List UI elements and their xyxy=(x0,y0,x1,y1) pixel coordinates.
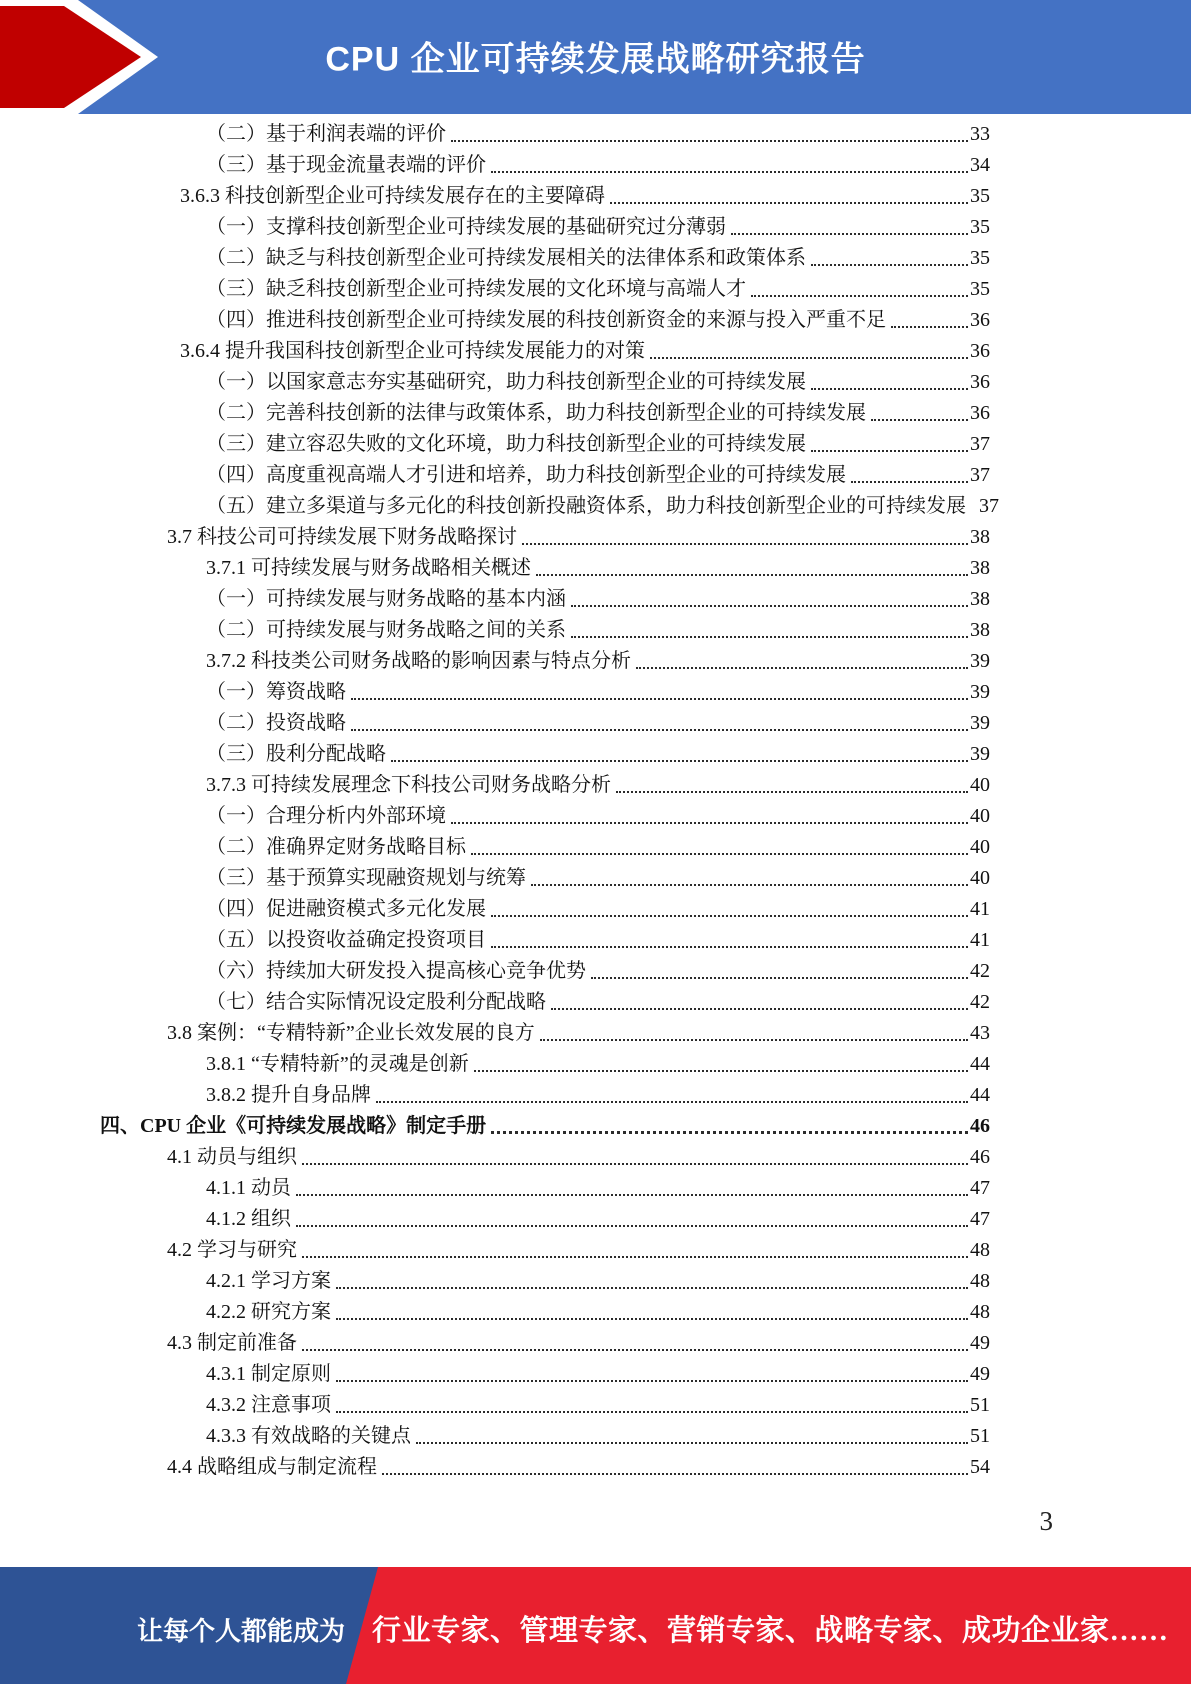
toc-entry-title: （一）可持续发展与财务战略的基本内涵 xyxy=(206,588,566,610)
toc-entry[interactable] xyxy=(100,209,990,240)
dot-leader xyxy=(336,1411,968,1413)
toc-entry[interactable] xyxy=(100,550,990,581)
toc-entry[interactable] xyxy=(100,147,990,178)
toc-entry[interactable] xyxy=(100,271,990,302)
dot-leader xyxy=(296,1225,968,1227)
toc-entry[interactable] xyxy=(100,457,990,488)
toc-entry-page: 49 xyxy=(970,1332,990,1354)
toc-entry-page: 47 xyxy=(970,1177,990,1199)
toc-entry[interactable] xyxy=(100,1325,990,1356)
toc-entry[interactable] xyxy=(100,116,990,147)
toc-entry[interactable] xyxy=(100,240,990,271)
toc-entry[interactable] xyxy=(100,426,990,457)
toc-entry-title: 3.8.1 “专精特新”的灵魂是创新 xyxy=(206,1053,469,1075)
toc-entry[interactable] xyxy=(100,302,990,333)
footer-slogan-right: 行业专家、管理专家、营销专家、战略专家、成功企业家…… xyxy=(372,1615,1169,1647)
toc-entry-page: 51 xyxy=(970,1394,990,1416)
page-header xyxy=(0,0,1191,114)
toc-entry[interactable] xyxy=(100,364,990,395)
toc-entry-title: 3.7.3 可持续发展理念下科技公司财务战略分析 xyxy=(206,774,611,796)
toc-entry[interactable] xyxy=(100,488,999,519)
toc-entry-page: 37 xyxy=(970,464,990,486)
dot-leader xyxy=(591,977,968,979)
toc-entry[interactable] xyxy=(100,333,990,364)
dot-leader xyxy=(491,1131,968,1134)
toc-entry[interactable] xyxy=(100,705,990,736)
toc-entry-page: 44 xyxy=(970,1053,990,1075)
toc-entry-title: 4.1.2 组织 xyxy=(206,1208,291,1230)
dot-leader xyxy=(811,388,968,390)
toc-entry-page: 44 xyxy=(970,1084,990,1106)
dot-leader xyxy=(451,822,968,824)
toc-entry-page: 41 xyxy=(970,929,990,951)
toc-entry-page: 46 xyxy=(970,1146,990,1168)
toc-entry[interactable] xyxy=(100,643,990,674)
dot-leader xyxy=(491,915,968,917)
toc-entry-page: 38 xyxy=(970,588,990,610)
dot-leader xyxy=(296,1194,968,1196)
toc-entry-title: （二）准确界定财务战略目标 xyxy=(206,836,466,858)
toc-entry[interactable] xyxy=(100,891,990,922)
toc-entry[interactable] xyxy=(100,798,990,829)
dot-leader xyxy=(531,884,968,886)
footer-slogan-left: 让每个人都能成为 xyxy=(137,1617,346,1646)
toc-entry-page: 43 xyxy=(970,1022,990,1044)
toc-entry-title: 4.1 动员与组织 xyxy=(167,1146,297,1168)
dot-leader xyxy=(351,729,968,731)
dot-leader xyxy=(391,760,968,762)
toc-entry-title: （五）以投资收益确定投资项目 xyxy=(206,929,486,951)
toc-entry-title: （三）缺乏科技创新型企业可持续发展的文化环境与高端人才 xyxy=(206,278,746,300)
toc-entry[interactable] xyxy=(100,1108,990,1139)
dot-leader xyxy=(751,295,968,297)
toc-entry-page: 39 xyxy=(970,650,990,672)
toc-entry-page: 40 xyxy=(970,836,990,858)
toc-entry[interactable] xyxy=(100,1294,990,1325)
toc-entry-page: 37 xyxy=(979,495,999,517)
toc-entry-page: 47 xyxy=(970,1208,990,1230)
toc-entry[interactable] xyxy=(100,1418,990,1449)
toc-entry-title: 4.3.2 注意事项 xyxy=(206,1394,331,1416)
dot-leader xyxy=(536,574,968,576)
toc-entry[interactable] xyxy=(100,1356,990,1387)
dot-leader xyxy=(302,1256,968,1258)
dot-leader xyxy=(336,1318,968,1320)
toc-entry-page: 40 xyxy=(970,774,990,796)
toc-entry-title: 3.6.3 科技创新型企业可持续发展存在的主要障碍 xyxy=(180,185,605,207)
dot-leader xyxy=(551,1008,968,1010)
toc-entry-title: 4.3 制定前准备 xyxy=(167,1332,297,1354)
toc-entry-page: 40 xyxy=(970,805,990,827)
toc-entry-page: 39 xyxy=(970,743,990,765)
toc-entry-page: 35 xyxy=(970,216,990,238)
toc-entry[interactable] xyxy=(100,178,990,209)
report-title: CPU 企业可持续发展战略研究报告 xyxy=(325,40,866,79)
toc-entry[interactable] xyxy=(100,674,990,705)
toc-entry-page: 38 xyxy=(970,557,990,579)
toc-entry[interactable] xyxy=(100,1201,990,1232)
table-of-contents xyxy=(100,116,999,1480)
dot-leader xyxy=(351,698,968,700)
toc-entry[interactable] xyxy=(100,1449,990,1480)
toc-entry[interactable] xyxy=(100,395,990,426)
toc-entry-title: （三）股利分配战略 xyxy=(206,743,386,765)
toc-entry-page: 42 xyxy=(970,991,990,1013)
toc-entry-title: （一）以国家意志夯实基础研究，助力科技创新型企业的可持续发展 xyxy=(206,371,806,393)
dot-leader xyxy=(851,481,968,483)
toc-entry-title: （五）建立多渠道与多元化的科技创新投融资体系，助力科技创新型企业的可持续发展 xyxy=(206,495,966,517)
toc-entry[interactable] xyxy=(100,1015,990,1046)
toc-entry[interactable] xyxy=(100,1077,990,1108)
dot-leader xyxy=(522,543,968,545)
dot-leader xyxy=(474,1070,968,1072)
toc-entry-title: 四、CPU 企业《可持续发展战略》制定手册 xyxy=(100,1115,487,1137)
toc-entry-title: （二）缺乏与科技创新型企业可持续发展相关的法律体系和政策体系 xyxy=(206,247,806,269)
toc-entry-page: 39 xyxy=(970,712,990,734)
toc-entry[interactable] xyxy=(100,519,990,550)
toc-entry-title: 4.1.1 动员 xyxy=(206,1177,291,1199)
dot-leader xyxy=(376,1101,968,1103)
toc-entry-title: （四）推进科技创新型企业可持续发展的科技创新资金的来源与投入严重不足 xyxy=(206,309,886,331)
toc-entry-page: 36 xyxy=(970,371,990,393)
dot-leader xyxy=(336,1287,968,1289)
dot-leader xyxy=(571,636,968,638)
toc-entry-title: （四）促进融资模式多元化发展 xyxy=(206,898,486,920)
toc-entry-page: 38 xyxy=(970,619,990,641)
toc-entry-page: 36 xyxy=(970,340,990,362)
toc-entry-page: 41 xyxy=(970,898,990,920)
toc-entry-page: 54 xyxy=(970,1456,990,1478)
dot-leader xyxy=(302,1163,968,1165)
toc-entry-title: （二）投资战略 xyxy=(206,712,346,734)
toc-entry-title: 4.3.3 有效战略的关键点 xyxy=(206,1425,411,1447)
toc-entry-page: 48 xyxy=(970,1270,990,1292)
toc-entry-title: （一）支撑科技创新型企业可持续发展的基础研究过分薄弱 xyxy=(206,216,726,238)
toc-entry-page: 36 xyxy=(970,309,990,331)
toc-entry-title: 4.2.1 学习方案 xyxy=(206,1270,331,1292)
dot-leader xyxy=(491,171,968,173)
dot-leader xyxy=(811,450,968,452)
toc-entry[interactable] xyxy=(100,767,990,798)
dot-leader xyxy=(731,233,968,235)
dot-leader xyxy=(302,1349,968,1351)
toc-entry[interactable] xyxy=(100,1139,990,1170)
toc-entry-title: 3.7.1 可持续发展与财务战略相关概述 xyxy=(206,557,531,579)
toc-entry[interactable] xyxy=(100,1232,990,1263)
toc-entry[interactable] xyxy=(100,922,990,953)
toc-entry[interactable] xyxy=(100,984,990,1015)
toc-entry-title: 3.8 案例：“专精特新”企业长效发展的良方 xyxy=(167,1022,535,1044)
dot-leader xyxy=(811,264,968,266)
toc-entry[interactable] xyxy=(100,581,990,612)
toc-entry-title: 3.7.2 科技类公司财务战略的影响因素与特点分析 xyxy=(206,650,631,672)
dot-leader xyxy=(891,326,968,328)
dot-leader xyxy=(871,419,968,421)
dot-leader xyxy=(382,1473,968,1475)
toc-entry-title: （三）建立容忍失败的文化环境，助力科技创新型企业的可持续发展 xyxy=(206,433,806,455)
toc-entry-title: （一）筹资战略 xyxy=(206,681,346,703)
toc-entry-page: 38 xyxy=(970,526,990,548)
toc-entry[interactable] xyxy=(100,1170,990,1201)
toc-entry[interactable] xyxy=(100,829,990,860)
toc-entry-title: （一）合理分析内外部环境 xyxy=(206,805,446,827)
toc-entry-title: 4.3.1 制定原则 xyxy=(206,1363,331,1385)
toc-entry-page: 40 xyxy=(970,867,990,889)
toc-entry-title: （二）基于利润表端的评价 xyxy=(206,123,446,145)
toc-entry-page: 48 xyxy=(970,1239,990,1261)
dot-leader xyxy=(616,791,968,793)
toc-entry-page: 34 xyxy=(970,154,990,176)
toc-entry[interactable] xyxy=(100,612,990,643)
toc-entry-page: 36 xyxy=(970,402,990,424)
dot-leader xyxy=(610,202,968,204)
dot-leader xyxy=(636,667,968,669)
toc-entry-page: 42 xyxy=(970,960,990,982)
dot-leader xyxy=(650,357,968,359)
dot-leader xyxy=(416,1442,968,1444)
toc-entry-page: 46 xyxy=(970,1115,990,1137)
toc-entry-page: 51 xyxy=(970,1425,990,1447)
dot-leader xyxy=(471,853,968,855)
toc-entry-title: （七）结合实际情况设定股利分配战略 xyxy=(206,991,546,1013)
toc-entry-page: 37 xyxy=(970,433,990,455)
dot-leader xyxy=(451,140,968,142)
dot-leader xyxy=(491,946,968,948)
dot-leader xyxy=(571,605,968,607)
toc-entry-title: 4.4 战略组成与制定流程 xyxy=(167,1456,377,1478)
toc-entry-page: 39 xyxy=(970,681,990,703)
dot-leader xyxy=(540,1039,968,1041)
toc-entry-title: 4.2.2 研究方案 xyxy=(206,1301,331,1323)
page-footer xyxy=(0,1567,1191,1684)
toc-entry-title: （二）可持续发展与财务战略之间的关系 xyxy=(206,619,566,641)
toc-entry-page: 33 xyxy=(970,123,990,145)
toc-entry-title: （六）持续加大研发投入提高核心竞争优势 xyxy=(206,960,586,982)
toc-entry[interactable] xyxy=(100,736,990,767)
toc-entry-page: 35 xyxy=(970,185,990,207)
toc-entry[interactable] xyxy=(100,1387,990,1418)
toc-list xyxy=(100,116,999,1480)
toc-entry-title: （三）基于预算实现融资规划与统筹 xyxy=(206,867,526,889)
toc-entry-title: （四）高度重视高端人才引进和培养，助力科技创新型企业的可持续发展 xyxy=(206,464,846,486)
toc-entry-page: 35 xyxy=(970,247,990,269)
toc-entry[interactable] xyxy=(100,953,990,984)
toc-entry-title: 3.6.4 提升我国科技创新型企业可持续发展能力的对策 xyxy=(180,340,645,362)
toc-entry[interactable] xyxy=(100,1046,990,1077)
toc-entry[interactable] xyxy=(100,1263,990,1294)
toc-entry-page: 35 xyxy=(970,278,990,300)
toc-entry-page: 48 xyxy=(970,1301,990,1323)
dot-leader xyxy=(336,1380,968,1382)
toc-entry[interactable] xyxy=(100,860,990,891)
toc-entry-page: 49 xyxy=(970,1363,990,1385)
toc-entry-title: 4.2 学习与研究 xyxy=(167,1239,297,1261)
toc-entry-title: （二）完善科技创新的法律与政策体系，助力科技创新型企业的可持续发展 xyxy=(206,402,866,424)
toc-entry-title: 3.8.2 提升自身品牌 xyxy=(206,1084,371,1106)
toc-entry-title: （三）基于现金流量表端的评价 xyxy=(206,154,486,176)
page-number: 3 xyxy=(1039,1506,1053,1536)
toc-entry-title: 3.7 科技公司可持续发展下财务战略探讨 xyxy=(167,526,517,548)
